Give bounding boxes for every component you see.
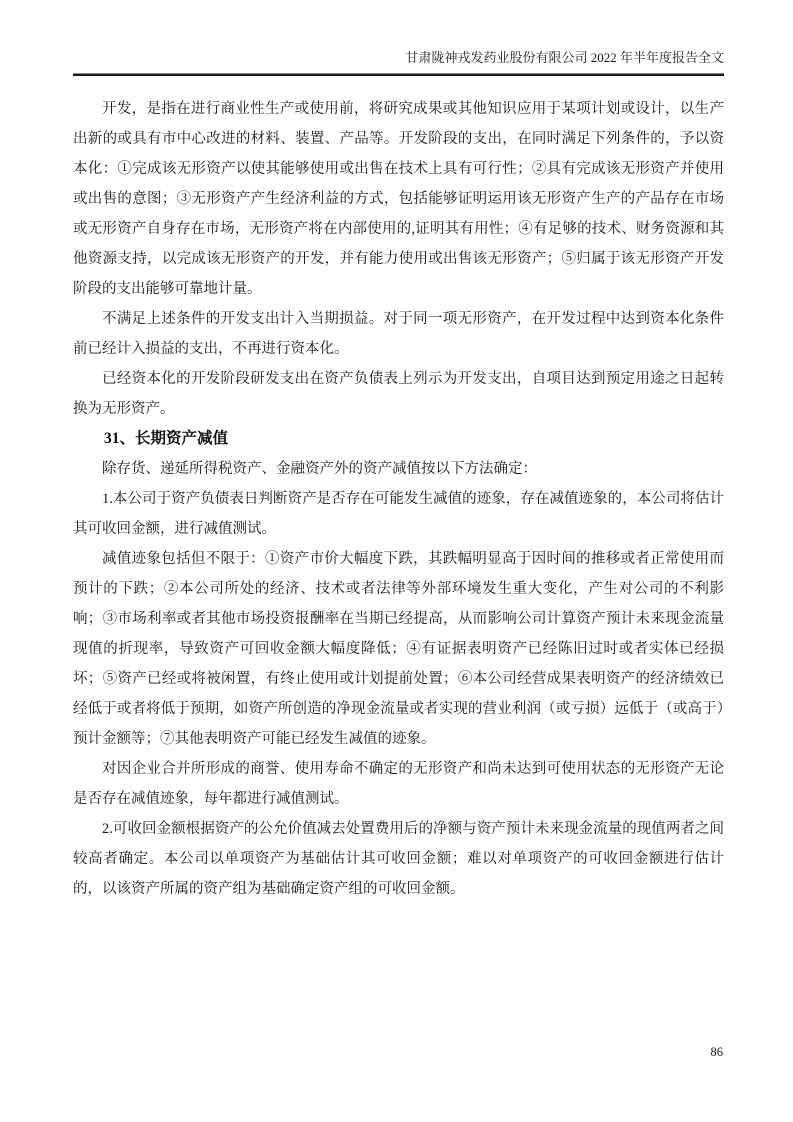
section-heading-long-term-asset-impairment: 31、长期资产减值 [104,430,229,447]
paragraph-goodwill-annual-test: 对因企业合并所形成的商誉、使用寿命不确定的无形资产和尚未达到可使用状态的无形资产无论是否存在减值迹象，每年都进行减值测试。 [73,761,724,807]
page-number: 86 [710,1045,723,1059]
page-header [73,48,724,68]
header-title: 甘肃陇神戎发药业股份有限公司 2022 年半年度报告全文 [405,50,724,65]
page-footer [711,1045,724,1060]
paragraph-capitalized-development: 已经资本化的开发阶段研发支出在资产负债表上列示为开发支出，自项目达到预定用途之日起转换为无形资产。 [73,371,724,417]
header-divider [73,73,724,76]
document-body [73,94,724,904]
paragraph-impairment-scope: 除存货、递延所得税资产、金融资产外的资产减值按以下方法确定： [102,461,537,477]
paragraph-impairment-judgement: 1.本公司于资产负债表日判断资产是否存在可能发生减值的迹象，存在减值迹象的，本公司将估计其可收回金额，进行减值测试。 [73,491,724,537]
paragraph-expensed-development: 不满足上述条件的开发支出计入当期损益。对于同一项无形资产，在开发过程中达到资本化条件前已经计入损益的支出，不再进行资本化。 [73,311,724,357]
paragraph-impairment-indicators: 减值迹象包括但不限于：①资产市价大幅度下跌，其跌幅明显高于因时间的推移或者正常使用而预计的下跌；②本公司所处的经济、技术或者法律等外部环境发生重大变化，产生对公司的不利影响；③市场利率或者其他市场投资报酬率在当期已经提高，从而影响公司计算资产预计未来现金流量现值的折现率，导致资产可回收金额大幅度降低；④有证据表明资产已经陈旧过时或者实体已经损坏；⑤资产已经或将被闲置，有终止使用或计划提前处置；⑥本公司经营成果表明资产的经济绩效已经低于或者将低于预期，如资产所创造的净现金流量或者实现的营业利润（或亏损）远低于（或高于）预计金额等；⑦其他表明资产可能已经发生减值的迹象。 [73,551,724,747]
paragraph-recoverable-amount: 2.可收回金额根据资产的公允价值减去处置费用后的净额与资产预计未来现金流量的现值两者之间较高者确定。本公司以单项资产为基础估计其可收回金额；难以对单项资产的可收回金额进行估计的，以该资产所属的资产组为基础确定资产组的可收回金额。 [73,821,724,897]
paragraph-development-definition: 开发，是指在进行商业性生产或使用前，将研究成果或其他知识应用于某项计划或设计，以生产出新的或具有市中心改进的材料、装置、产品等。开发阶段的支出，在同时满足下列条件的，予以资本化：①完成该无形资产以使其能够使用或出售在技术上具有可行性；②具有完成该无形资产并使用或出售的意图；③无形资产产生经济利益的方式，包括能够证明运用该无形资产生产的产品存在市场或无形资产自身存在市场，无形资产将在内部使用的,证明其有用性；④有足够的技术、财务资源和其他资源支持，以完成该无形资产的开发，并有能力使用或出售该无形资产；⑤归属于该无形资产开发阶段的支出能够可靠地计量。 [73,101,724,297]
